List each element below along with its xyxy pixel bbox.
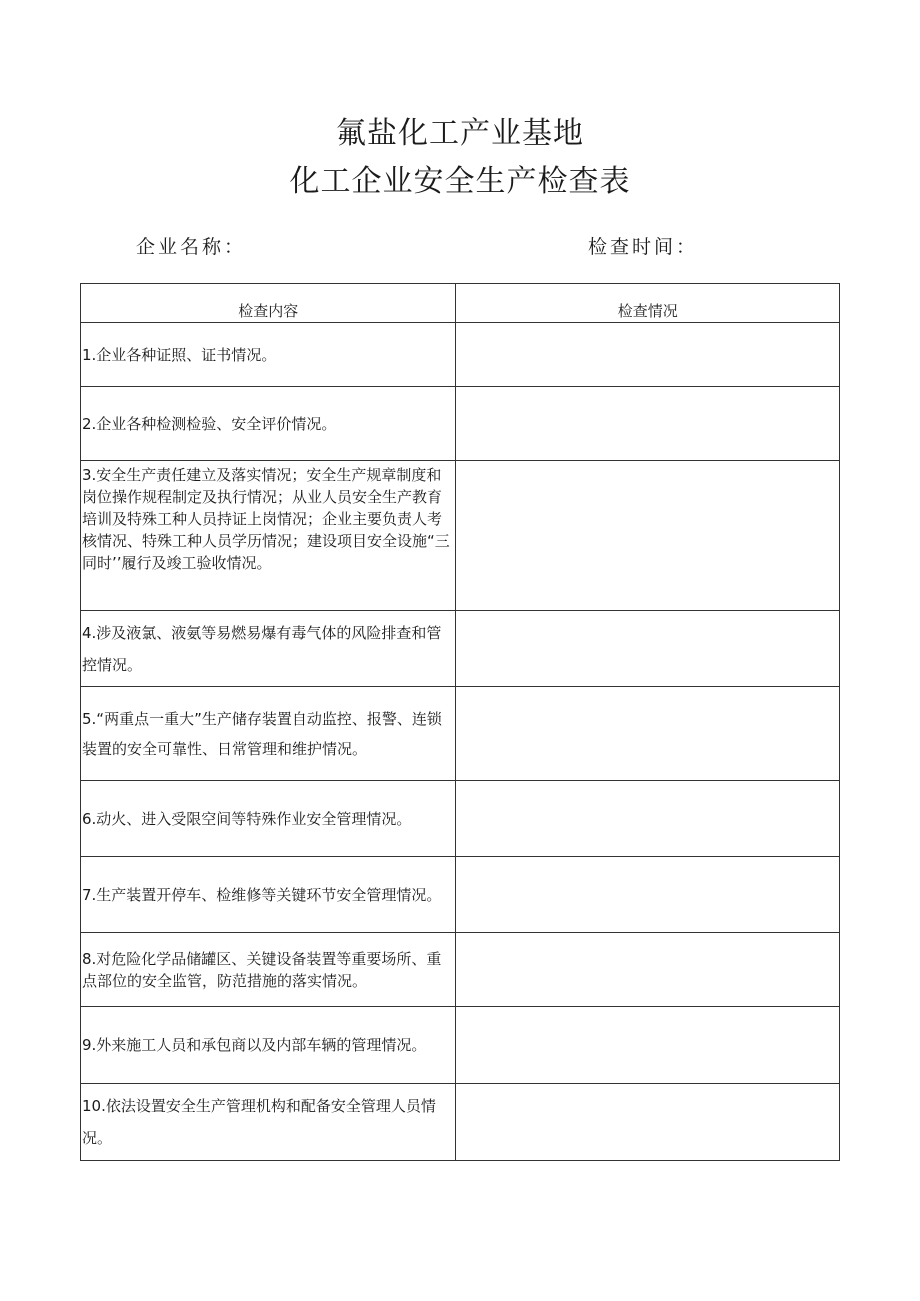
table-row [81,611,840,687]
row-content-cell [81,687,456,781]
table-row [81,781,840,857]
row-status-cell[interactable] [456,1007,840,1084]
table-row [81,933,840,1007]
row-content-text: 3.安全生产责任建立及落实情况；安全生产规章制度和岗位操作规程制定及执行情况；从业人员安全生产教育培训及特殊工种人员持证上岗情况；企业主要负责人考核情况、特殊工种人员学历情况；建设项目安全设施“三同时’’履行及竣工验收情况。 [82,466,450,572]
table-row [81,323,840,387]
table-header-row [81,284,840,323]
header-inspection-content: 检查内容 [81,284,456,323]
row-content-cell [81,611,456,687]
table-row [81,387,840,461]
table-row [81,857,840,933]
row-content-cell [81,323,456,387]
row-content-cell [81,1084,456,1161]
row-content-text: 6.动火、进入受限空间等特殊作业安全管理情况。 [82,809,412,828]
row-content-text: 1.企业各种证照、证书情况。 [82,345,277,364]
table-row [81,1084,840,1161]
row-status-cell[interactable] [456,323,840,387]
document-title-line-1: 氟盐化工产业基地 [336,116,584,151]
row-status-cell[interactable] [456,687,840,781]
row-content-text: 4.涉及液氯、液氨等易燃易爆有毒气体的风险排查和管控情况。 [82,623,442,674]
row-content-text: 7.生产装置开停车、检维修等关键环节安全管理情况。 [82,885,442,904]
header-inspection-status: 检查情况 [456,284,840,323]
row-content-text: 10.依法设置安全生产管理机构和配备安全管理人员情况。 [82,1097,436,1147]
inspection-date-label: 检查时间： [588,236,699,258]
row-status-cell[interactable] [456,781,840,857]
table-row [81,1007,840,1084]
row-content-text: 5.“两重点一重大”生产储存装置自动监控、报警、连锁装置的安全可靠性、日常管理和维护情况。 [82,709,442,758]
inspection-table [80,283,840,1161]
row-status-cell[interactable] [456,461,840,611]
row-status-cell[interactable] [456,1084,840,1161]
company-name-label: 企业名称： [136,236,247,258]
row-content-cell [81,387,456,461]
row-content-cell [81,933,456,1007]
table-row [81,687,840,781]
row-content-text: 8.对危险化学品储罐区、关键设备装置等重要场所、重点部位的安全监管，防范措施的落实情况。 [82,949,442,990]
row-content-text: 9.外来施工人员和承包商以及内部车辆的管理情况。 [82,1036,427,1054]
row-content-cell [81,1007,456,1084]
row-content-cell [81,781,456,857]
document-title-line-2: 化工企业安全生产检查表 [289,164,631,199]
row-status-cell[interactable] [456,933,840,1007]
row-content-text: 2.企业各种检测检验、安全评价情况。 [82,414,337,433]
table-row [81,461,840,611]
row-status-cell[interactable] [456,611,840,687]
row-content-cell [81,461,456,611]
row-status-cell[interactable] [456,857,840,933]
row-content-cell [81,857,456,933]
row-status-cell[interactable] [456,387,840,461]
